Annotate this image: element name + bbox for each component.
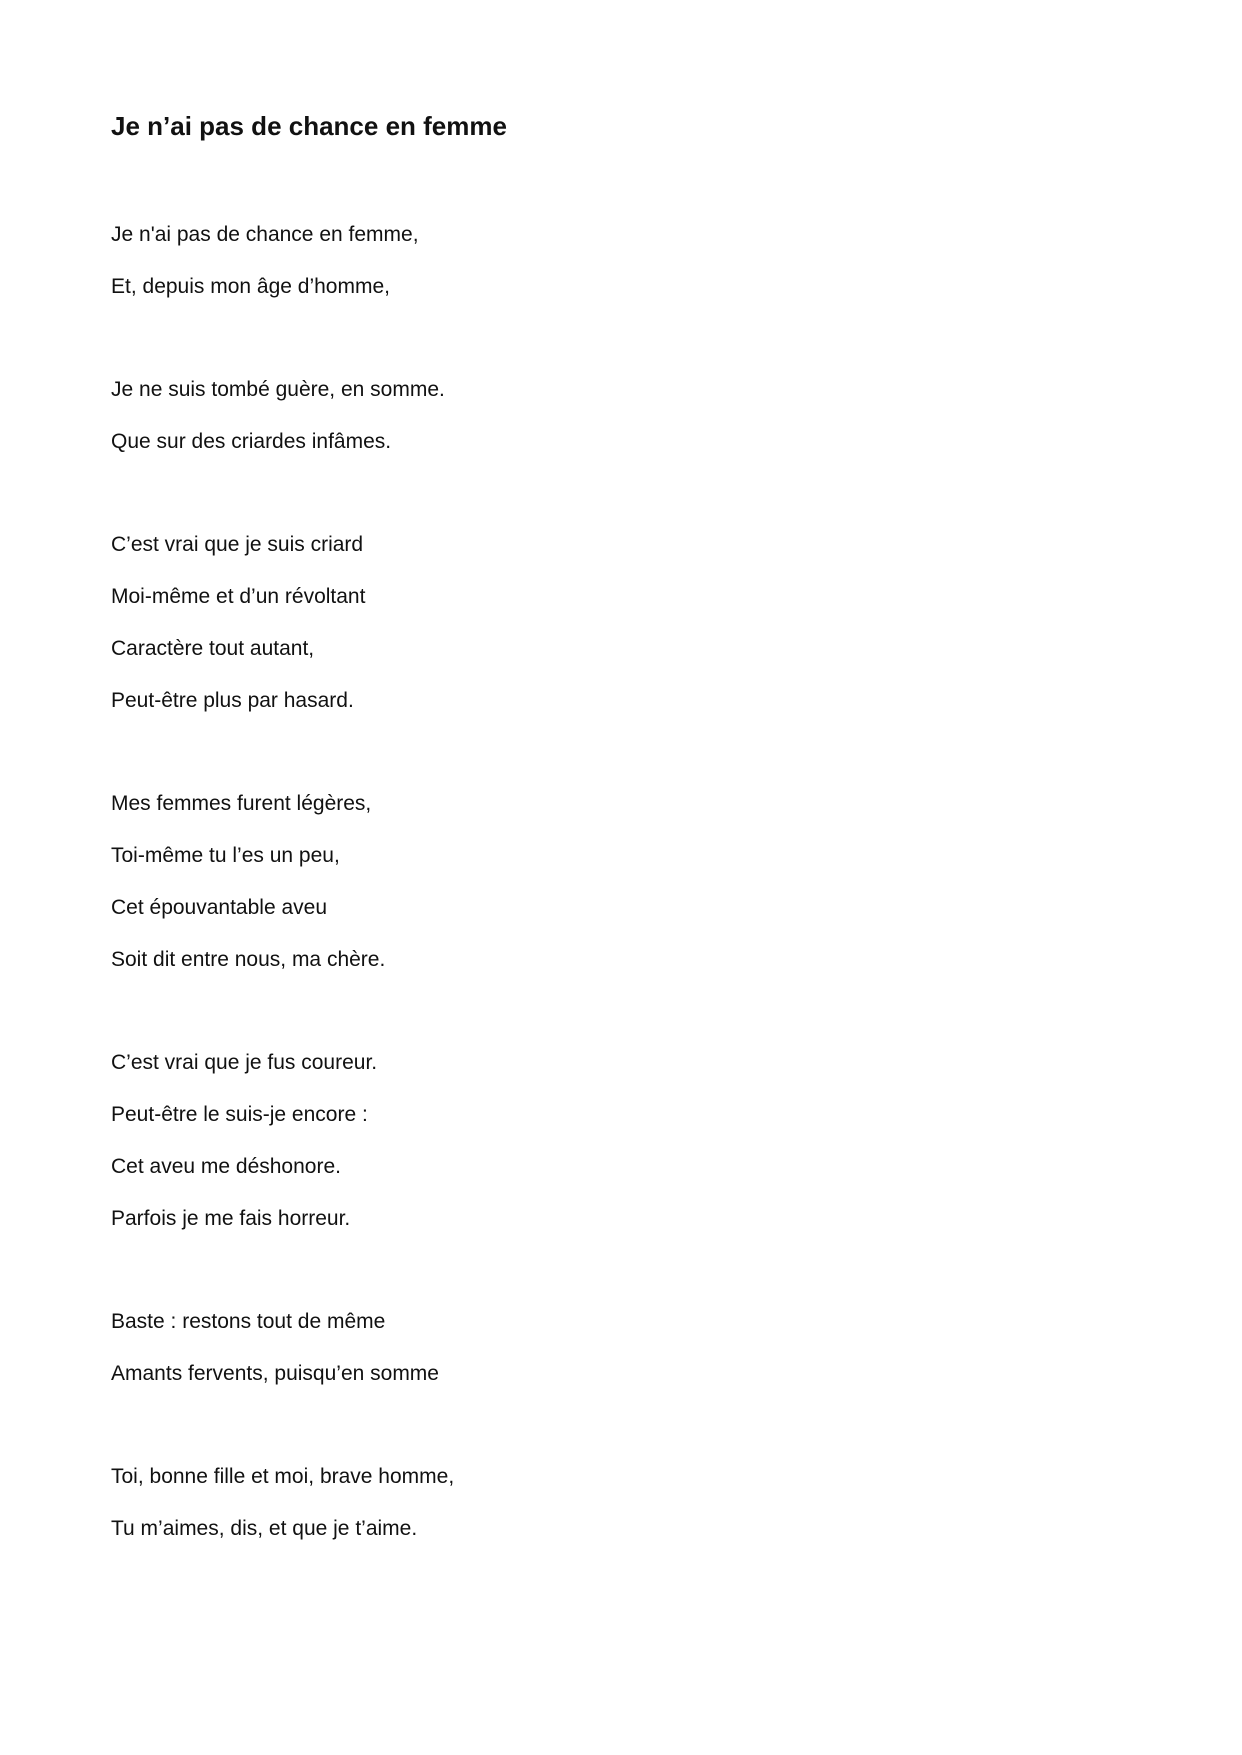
poem-line: Soit dit entre nous, ma chère. <box>111 948 386 971</box>
stanza-6 <box>111 1309 439 1387</box>
poem-line: Caractère tout autant, <box>111 637 315 660</box>
poem-line: Et, depuis mon âge d’homme, <box>111 275 390 298</box>
poem-title: Je n’ai pas de chance en femme <box>111 111 507 141</box>
poem-line: C’est vrai que je fus coureur. <box>111 1051 378 1074</box>
stanza-3 <box>111 532 365 714</box>
stanza-5 <box>111 1050 377 1232</box>
poem-line: Baste : restons tout de même <box>111 1310 386 1333</box>
stanza-1 <box>111 222 419 300</box>
poem-line: Amants fervents, puisqu’en somme <box>111 1362 439 1385</box>
poem-line: C’est vrai que je suis criard <box>111 533 364 556</box>
poem-line: Peut-être le suis-je encore : <box>111 1103 368 1126</box>
stanza-7 <box>111 1464 454 1542</box>
poem-line: Parfois je me fais horreur. <box>111 1207 351 1230</box>
poem-line: Je ne suis tombé guère, en somme. <box>111 378 445 401</box>
poem-line: Mes femmes furent légères, <box>111 792 372 815</box>
poem-line: Toi, bonne fille et moi, brave homme, <box>111 1465 455 1488</box>
stanza-4 <box>111 791 385 973</box>
poem-line: Cet épouvantable aveu <box>111 896 327 919</box>
stanza-2 <box>111 377 445 455</box>
poem-line: Cet aveu me déshonore. <box>111 1155 341 1178</box>
poem-line: Toi-même tu l’es un peu, <box>111 844 340 867</box>
poem-line: Tu m’aimes, dis, et que je t’aime. <box>111 1517 418 1540</box>
poem-line: Peut-être plus par hasard. <box>111 689 354 712</box>
poem-line: Je n'ai pas de chance en femme, <box>111 223 419 246</box>
poem-line: Moi-même et d’un révoltant <box>111 585 366 608</box>
poem-line: Que sur des criardes infâmes. <box>111 430 392 453</box>
